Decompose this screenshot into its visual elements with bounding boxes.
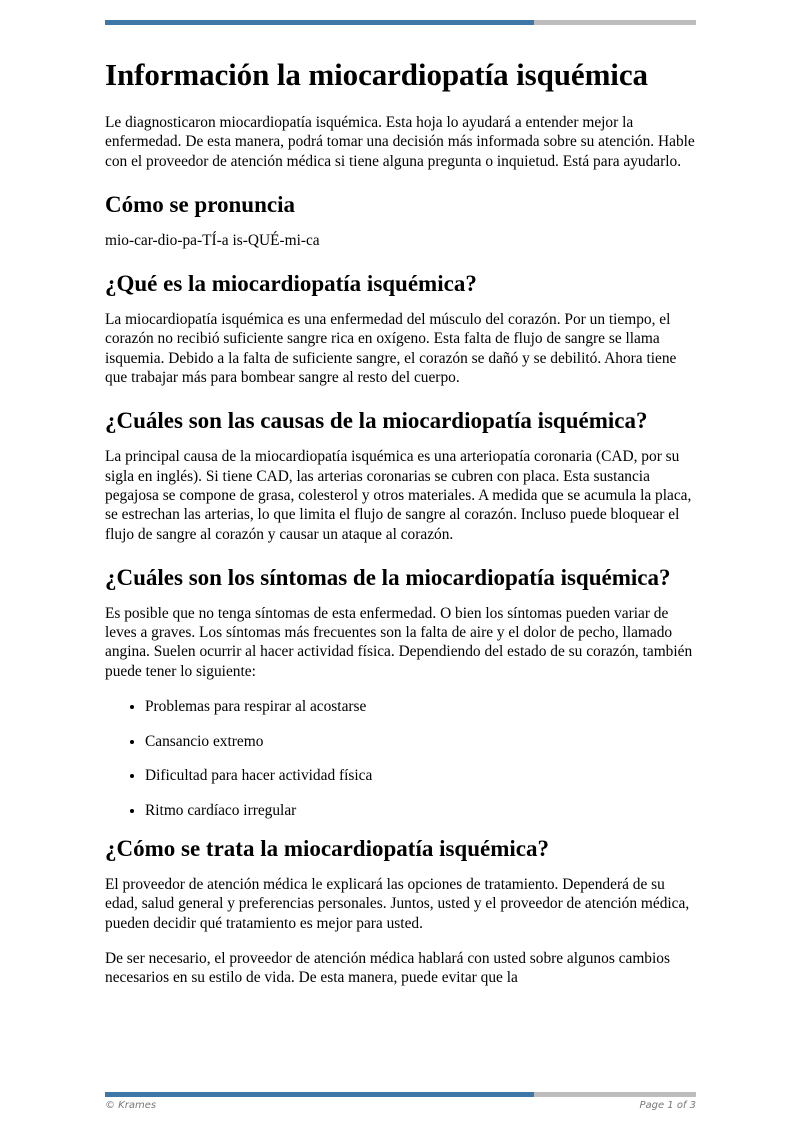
copyright-text: © Krames [105,1100,157,1111]
section-treatment [105,835,700,987]
section-heading: Cómo se pronuncia [105,191,295,217]
list-item: • Ritmo cardíaco irregular [145,801,700,820]
page-title: Información la miocardiopatía isquémica [105,57,648,92]
list-item: • Dificultad para hacer actividad física [145,766,700,785]
section-causes [105,407,700,543]
header-rule [105,20,696,25]
section-paragraph: La principal causa de la miocardiopatía isquémica es una arteriopatía coronaria (CAD, por su sigla en inglés). Si tiene CAD, las arterias coronarias se cubren con placa. Esta sustancia pegajosa se compone de grasa, colesterol y otros materiales. A medida que se acumula la placa, se estrechan las arterias, lo que limita el flujo de sangre al corazón. Incluso puede bloquear el flujo de sangre al corazón y causar un ataque al corazón. [105,448,692,543]
section-paragraph: El proveedor de atención médica le explicará las opciones de tratamiento. Dependerá de su edad, salud general y preferencias personales. Juntos, usted y el proveedor de atención médica, pueden decidir qué tratamiento es mejor para usted. [105,876,690,932]
section-symptoms [105,564,700,820]
list-item: • Cansancio extremo [145,732,700,751]
footer-rule-blue [105,1092,534,1097]
document-body [105,56,700,1004]
section-paragraph: Es posible que no tenga síntomas de esta enfermedad. O bien los síntomas pueden variar de leves a graves. Los síntomas más frecuentes son la falta de aire y el dolor de pecho, llamado angina. Suelen ocurrir al hacer actividad física. Dependiendo del estado de su corazón, también puede tener lo siguiente: [105,604,693,680]
header-rule-blue [105,20,534,25]
section-pronunciation [105,191,700,250]
page-number: Page 1 of 3 [639,1100,696,1111]
page-footer [105,1100,696,1111]
section-paragraph: mio-car-dio-pa-TÍ-a is-QUÉ-mi-ca [105,231,320,249]
section-heading: ¿Cuáles son las causas de la miocardiopatía isquémica? [105,408,648,434]
section-what-is [105,270,700,387]
section-paragraph: De ser necesario, el proveedor de atención médica hablará con usted sobre algunos cambios necesarios en su estilo de vida. De esta manera, puede evitar que la [105,949,670,987]
intro-paragraph: Le diagnosticaron miocardiopatía isquémica. Esta hoja lo ayudará a entender mejor la enfermedad. De esta manera, podrá tomar una decisión más informada sobre su atención. Hable con el proveedor de atención médica si tiene alguna pregunta o inquietud. Está para ayudarlo. [105,114,695,170]
header-rule-gray [534,20,696,25]
section-heading: ¿Cómo se trata la miocardiopatía isquémica? [105,836,549,862]
footer-rule [105,1092,696,1097]
section-heading: ¿Qué es la miocardiopatía isquémica? [105,271,477,297]
section-heading: ¿Cuáles son los síntomas de la miocardiopatía isquémica? [105,564,671,590]
section-paragraph: La miocardiopatía isquémica es una enfermedad del músculo del corazón. Por un tiempo, el corazón no recibió suficiente sangre rica en oxígeno. Esta falta de flujo de sangre se llama isquemia. Debido a la falta de suficiente sangre, el corazón se dañó y se debilitó. Ahora tiene que trabajar más para bombear sangre al resto del cuerpo. [105,311,677,387]
symptom-list [105,697,700,820]
footer-rule-gray [534,1092,696,1097]
list-item: • Problemas para respirar al acostarse [145,697,700,716]
